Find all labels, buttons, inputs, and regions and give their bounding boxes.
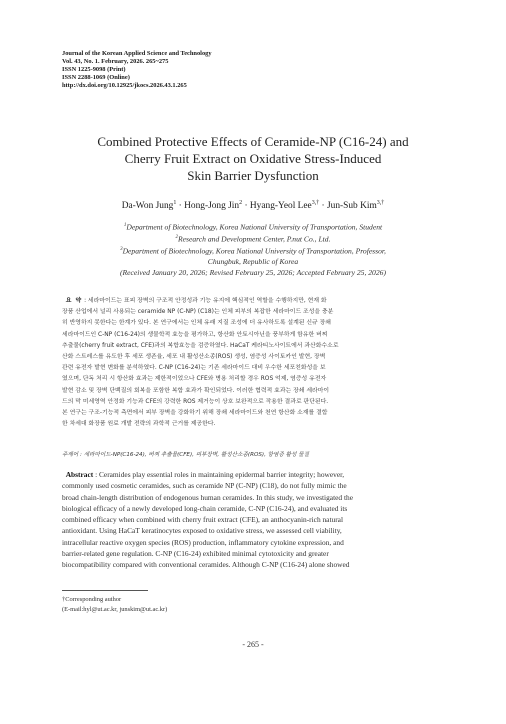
affiliation-line [40, 221, 466, 233]
korean-abstract-line: 관련 유전자 발현 변화를 분석하였다. C-NP (C16-24)는 기존 세라마이드 대비 우수한 세포친화성을 보 [62, 365, 326, 372]
page-number: - 265 - [242, 640, 264, 649]
author-list [40, 197, 466, 212]
affiliation-text: Chungbuk, Republic of Korea [207, 257, 299, 267]
affiliation-text: Research and Development Center, P.nut Co., Ltd. [178, 234, 331, 244]
korean-abstract-line: 드의 막 미세영역 안정화 기능과 CFE의 강력한 ROS 제거능이 상호 보완적으로 작용한 결과로 판단된다. [62, 398, 329, 405]
english-abstract-line: biological efficacy of a newly developed long-chain ceramide, C-NP (C16-24), and evaluated its [62, 503, 348, 513]
affiliation-text: Department of Biotechnology, Korea National University of Transportation, Professor, [122, 246, 386, 256]
english-abstract [62, 469, 444, 570]
author-affiliation-mark: 3,† [376, 200, 385, 206]
korean-abstract-heading: 요 약 [65, 298, 83, 304]
paper-title [40, 133, 466, 184]
korean-abstract-text: : 세라마이드는 표피 장벽의 구조적 안정성과 기능 유지에 핵심적인 역할을 수행하지만, 현재 화 [84, 298, 327, 304]
korean-abstract-line [62, 296, 444, 307]
author-separator: · [319, 201, 328, 212]
korean-abstract-line: 발현 감소 및 장벽 단백질의 회복을 포함한 복합 효과가 확인되었다. 이러한 협력적 효과는 장쇄 세라마이 [62, 387, 330, 394]
english-abstract-line: antioxidant. Using HaCaT keratinocytes exposed to oxidative stress, we assessed cell viability, [62, 526, 342, 536]
korean-abstract-line: 본 연구는 구조-기능적 측면에서 피부 장벽을 강화하기 위해 장쇄 세라마이드와 천연 항산화 소재를 결합 [62, 410, 328, 417]
author-separator: · [242, 201, 250, 212]
title-line: Cherry Fruit Extract on Oxidative Stress-Induced [124, 151, 382, 166]
korean-abstract-line: 산화 스트레스를 유도한 후 세포 생존율, 세포 내 활성산소종(ROS) 생성, 염증성 사이토카인 발현, 장벽 [62, 354, 326, 361]
received-dates-text: (Received January 20, 2026; Revised February 25, 2026; Accepted February 25, 2026) [120, 267, 386, 277]
korean-abstract-line: 히 반영하지 못한다는 한계가 있다. 본 연구에서는 인체 유래 지질 조성에 더 유사하도록 설계된 신규 장쇄 [62, 320, 331, 327]
english-abstract-line: commonly used cosmetic ceramides, such as ceramide NP (C-NP) (C18), do not fully mimic the [62, 481, 347, 491]
korean-abstract-line: 추출물(cherry fruit extract, CFE)과의 복합효능을 검증하였다. HaCaT 케라티노사이트에서 과산화수소로 [62, 342, 339, 349]
english-abstract-line: biocompatibility compared with conventional ceramides. Although C-NP (C16-24) alone showed [62, 560, 350, 569]
english-abstract-line: combined efficacy when combined with cherry fruit extract (CFE), an anthocyanin-rich natural [62, 515, 344, 524]
footnote-divider [62, 590, 148, 591]
author-name: Hyang-Yeol Lee [249, 201, 312, 212]
korean-abstract-line: 한 차세대 화장품 원료 개발 전략의 과학적 근거를 제공한다. [62, 421, 216, 428]
english-abstract-heading: Abstract [65, 470, 94, 479]
affiliation-line [40, 245, 466, 257]
received-dates [40, 268, 466, 279]
author-name: Jun-Sub Kim [327, 201, 377, 212]
affiliation-text: Department of Biotechnology, Korea National University of Transportation, Student [126, 222, 383, 232]
affiliation-mark: 3 [120, 247, 123, 253]
author-affiliation-mark: 1 [173, 200, 177, 206]
korean-keywords: 주제어 : 세라마이드-NP(C16-24), 버찌 추출물(CFE), 피부장벽, 활성산소종(ROS), 항염증 활성 물질 [62, 452, 310, 458]
author-separator: · [176, 201, 185, 212]
title-line: Combined Protective Effects of Ceramide-NP (C16-24) and [97, 134, 409, 149]
author-name: Da-Won Jung [121, 201, 174, 212]
title-line: Skin Barrier Dysfunction [187, 168, 319, 183]
affiliation-mark: 1 [123, 223, 127, 228]
journal-header [62, 50, 442, 90]
journal-name: Journal of the Korean Applied Science and Technology [62, 50, 212, 57]
affiliation-mark: 2 [175, 235, 178, 241]
author-affiliation-mark: 3,† [311, 200, 320, 206]
english-abstract-line [62, 469, 444, 480]
english-abstract-line: broad chain-length distribution of endogenous human ceramides. In this study, we investigated the [62, 492, 353, 502]
korean-abstract-line: 장품 산업에서 널리 사용되는 ceramide NP (C-NP) (C18)는 인체 피부의 복잡한 세라마이드 조성을 충분 [62, 309, 334, 316]
english-abstract-text: : Ceramides play essential roles in maintaining epidermal barrier integrity; however, [95, 470, 345, 479]
journal-issn-online: ISSN 2288-1069 (Online) [62, 74, 130, 81]
corresponding-author-footnote [62, 595, 362, 614]
english-abstract-line: barrier-related gene regulation. C-NP (C16-24) exhibited minimal cytotoxicity and greater [62, 548, 329, 558]
journal-volume: Vol. 43, No. 1. February, 2026. 265~275 [62, 58, 169, 65]
author-name: Hong-Jong Jin [184, 201, 240, 212]
korean-abstract [62, 296, 444, 430]
author-affiliation-mark: 2 [239, 200, 243, 206]
corresponding-author-email[interactable]: (E-mail:hyl@ut.ac.kr, junskim@ut.ac.kr) [62, 605, 168, 613]
affiliations [40, 221, 466, 278]
journal-issn-print: ISSN 1225-9098 (Print) [62, 66, 126, 73]
korean-abstract-line: 였으며, 단독 처리 시 항산화 효과는 제한적이었으나 CFE와 병용 처리할 경우 ROS 억제, 염증성 유전자 [62, 376, 327, 383]
journal-doi[interactable]: http://dx.doi.org/10.12925/jkocs.2026.43.1.265 [62, 82, 187, 89]
affiliation-line [40, 233, 466, 245]
affiliation-line [40, 257, 466, 268]
corresponding-author-label: †Corresponding author [62, 596, 122, 603]
korean-abstract-line: 세라마이드인 C-NP (C16-24)의 생물학적 효능을 평가하고, 항산화 안토시아닌을 풍부하게 함유한 버찌 [62, 331, 328, 338]
english-abstract-line: intracellular reactive oxygen species (ROS) production, inflammatory cytokine expression, and [62, 537, 344, 547]
